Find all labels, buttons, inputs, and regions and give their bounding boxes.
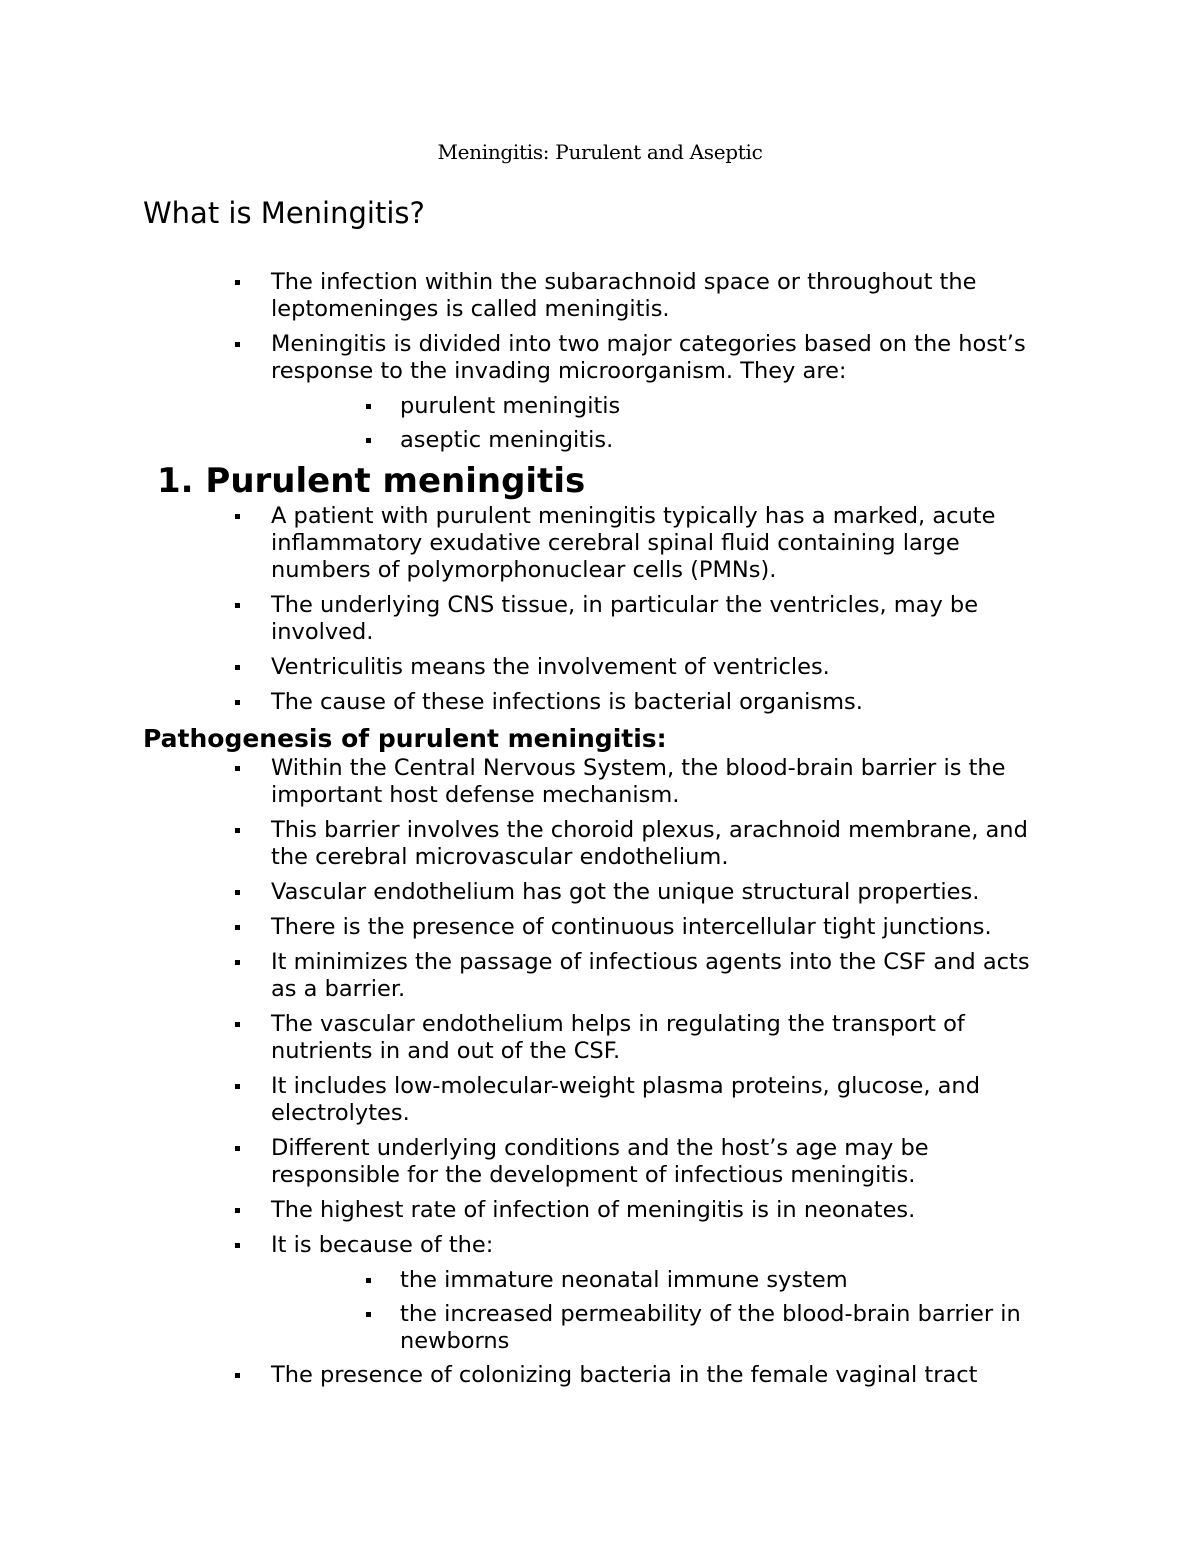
bullet-icon — [235, 603, 240, 608]
bullet-icon — [235, 700, 240, 705]
list-item: The presence of colonizing bacteria in the female vaginal tract — [0, 1362, 1200, 1389]
list-item: It is because of the: — [0, 1232, 1200, 1259]
sub-list-item: the increased permeability of the blood-brain barrier in newborns — [0, 1301, 1200, 1355]
purulent-list — [0, 503, 1200, 724]
bullet-icon — [235, 890, 240, 895]
list-item: The cause of these infections is bacterial organisms. — [0, 689, 1200, 716]
heading-purulent-meningitis: 1. Purulent meningitis — [157, 461, 586, 501]
list-item: Vascular endothelium has got the unique structural properties. — [0, 879, 1200, 906]
bullet-icon — [235, 514, 240, 519]
sub-list-item: the immature neonatal immune system — [0, 1267, 1200, 1294]
list-item: There is the presence of continuous intercellular tight junctions. — [0, 914, 1200, 941]
list-item: Different underlying conditions and the host’s age may be responsible for the development of infectious meningitis. — [0, 1135, 1200, 1189]
heading-what-is-meningitis: What is Meningitis? — [143, 196, 425, 230]
bullet-icon — [235, 1146, 240, 1151]
bullet-icon — [366, 1278, 371, 1283]
document-title: Meningitis: Purulent and Aseptic — [437, 140, 763, 164]
bullet-icon — [235, 960, 240, 965]
list-item: A patient with purulent meningitis typically has a marked, acute inflammatory exudative cerebral spinal fluid containing large numbers of polymorphonuclear cells (PMNs). — [0, 503, 1200, 584]
bullet-icon — [235, 1022, 240, 1027]
heading-pathogenesis: Pathogenesis of purulent meningitis: — [143, 724, 667, 753]
bullet-icon — [235, 766, 240, 771]
list-item: The underlying CNS tissue, in particular the ventricles, may be involved. — [0, 592, 1200, 646]
bullet-icon — [235, 665, 240, 670]
sub-list-item: aseptic meningitis. — [0, 427, 1200, 454]
bullet-icon — [235, 1373, 240, 1378]
list-item: The highest rate of infection of meningitis is in neonates. — [0, 1197, 1200, 1224]
pathogenesis-list — [0, 755, 1200, 1397]
sub-list-item: purulent meningitis — [0, 393, 1200, 420]
bullet-icon — [235, 1243, 240, 1248]
bullet-icon — [235, 925, 240, 930]
list-item: Within the Central Nervous System, the blood-brain barrier is the important host defense mechanism. — [0, 755, 1200, 809]
bullet-icon — [366, 1312, 371, 1317]
bullet-icon — [366, 438, 371, 443]
bullet-icon — [235, 828, 240, 833]
bullet-icon — [235, 342, 240, 347]
what-list — [0, 269, 1200, 461]
list-item: The infection within the subarachnoid space or throughout the leptomeninges is called meningitis. — [0, 269, 1200, 323]
list-item: It includes low-molecular-weight plasma proteins, glucose, and electrolytes. — [0, 1073, 1200, 1127]
list-item: Ventriculitis means the involvement of ventricles. — [0, 654, 1200, 681]
bullet-icon — [235, 1084, 240, 1089]
bullet-icon — [235, 1208, 240, 1213]
list-item: This barrier involves the choroid plexus, arachnoid membrane, and the cerebral microvascular endothelium. — [0, 817, 1200, 871]
bullet-icon — [366, 404, 371, 409]
list-item: The vascular endothelium helps in regulating the transport of nutrients in and out of the CSF. — [0, 1011, 1200, 1065]
list-item: Meningitis is divided into two major categories based on the host’s response to the invading microorganism. They are: — [0, 331, 1200, 385]
bullet-icon — [235, 280, 240, 285]
list-item: It minimizes the passage of infectious agents into the CSF and acts as a barrier. — [0, 949, 1200, 1003]
